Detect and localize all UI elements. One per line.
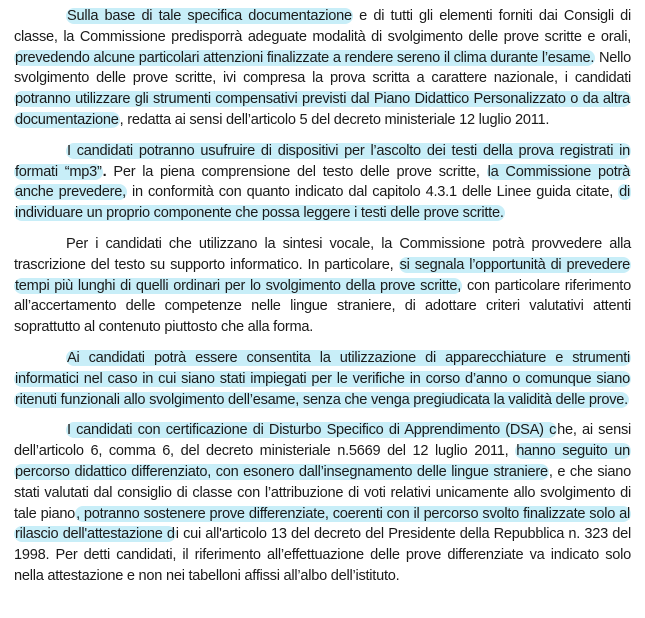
body-text: , redatta ai sensi dell’articolo 5 del decreto ministeriale 12 luglio 2011. — [119, 111, 550, 128]
highlighted-text: I candidati con certificazione di Disturbo Specifico di Apprendimento (DSA) c — [67, 422, 557, 439]
highlighted-text: Sulla base di tale specifica documentazione — [67, 8, 352, 24]
body-text: e di tutti gli elementi forniti dai Consigli di classe, la Commissione predisporrà adeguate modalità di svolgimento delle prove scritte e orali, — [14, 8, 631, 45]
highlighted-text: , potranno sostenere prove differenziate, coerenti con il percorso svolto finalizzate solo al rilascio dell'attestazione d — [15, 505, 631, 543]
body-text: Nello svolgimento delle prove scritte, ivi compresa la prova scritta a carattere nazionale, i candidati — [14, 49, 631, 87]
highlighted-text: I candidati potranno usufruire di dispositivi per l’ascolto dei testi della prova registrati in formati “mp3” — [15, 142, 630, 180]
highlighted-text: la Commissione potrà anche prevedere, — [15, 163, 631, 201]
body-text: i cui all'articolo 13 del decreto del Presidente della Repubblica n. 323 del 1998. Per detti candidati, il riferimento all’effettuazione delle prove differenziate va indicato solo nella attestazione e non nei tabelloni affissi all’albo dell’istituto. — [14, 526, 631, 584]
paragraph-4 — [14, 348, 631, 410]
paragraph-2 — [14, 141, 631, 224]
highlighted-text: potranno utilizzare gli strumenti compensativi previsti dal Piano Didattico Personalizzato o da altra documentazione — [15, 91, 630, 128]
body-text: in conformità con quanto indicato dal capitolo 4.3.1 delle Linee guida citate, — [126, 184, 619, 201]
body-text: , e che siano stati valutati dal consiglio di classe con l’attribuzione di voti relativi unicamente allo svolgimento di tale piano — [14, 463, 631, 522]
highlighted-text: di individuare un proprio componente che possa leggere i testi delle prove scritte. — [15, 184, 630, 222]
body-text: Per i candidati che utilizzano la sintesi vocale, la Commissione potrà provvedere alla trascrizione del testo su supporto informatico. In particolare, — [14, 235, 631, 273]
highlighted-text: Ai candidati potrà essere consentita la utilizzazione di apparecchiature e strumenti informatici nel caso in cui siano stati impiegati per le verifiche in corso d’anno o comunque siano ritenuti funzionali allo svolgimento dell’esame, senza che venga pregiudicata la validità delle prove. — [15, 349, 630, 408]
body-text: . — [102, 163, 107, 180]
body-text: Per la piena comprensione del testo delle prove scritte, — [106, 163, 487, 180]
paragraph-1 — [14, 6, 631, 131]
body-text: he, ai sensi dell’articolo 6, comma 6, del decreto ministeriale n.5669 del 12 luglio 2011, — [14, 422, 632, 460]
body-text: con particolare riferimento all’accertamento delle competenze nelle lingue straniere, di adottare criteri valutativi attenti soprattutto al contenuto piuttosto che alla forma. — [14, 277, 631, 336]
highlighted-text: si segnala l’opportunità di prevedere tempi più lunghi di quelli ordinari per lo svolgimento della prove scritte, — [15, 256, 630, 294]
paragraph-3 — [14, 234, 631, 338]
paragraph-5 — [14, 420, 631, 586]
highlighted-text: hanno seguito un percorso didattico differenziato, con esonero dall’insegnamento delle lingue straniere — [15, 443, 631, 480]
highlighted-text: prevedendo alcune particolari attenzioni finalizzate a rendere sereno il clima durante l’esame. — [15, 49, 595, 66]
